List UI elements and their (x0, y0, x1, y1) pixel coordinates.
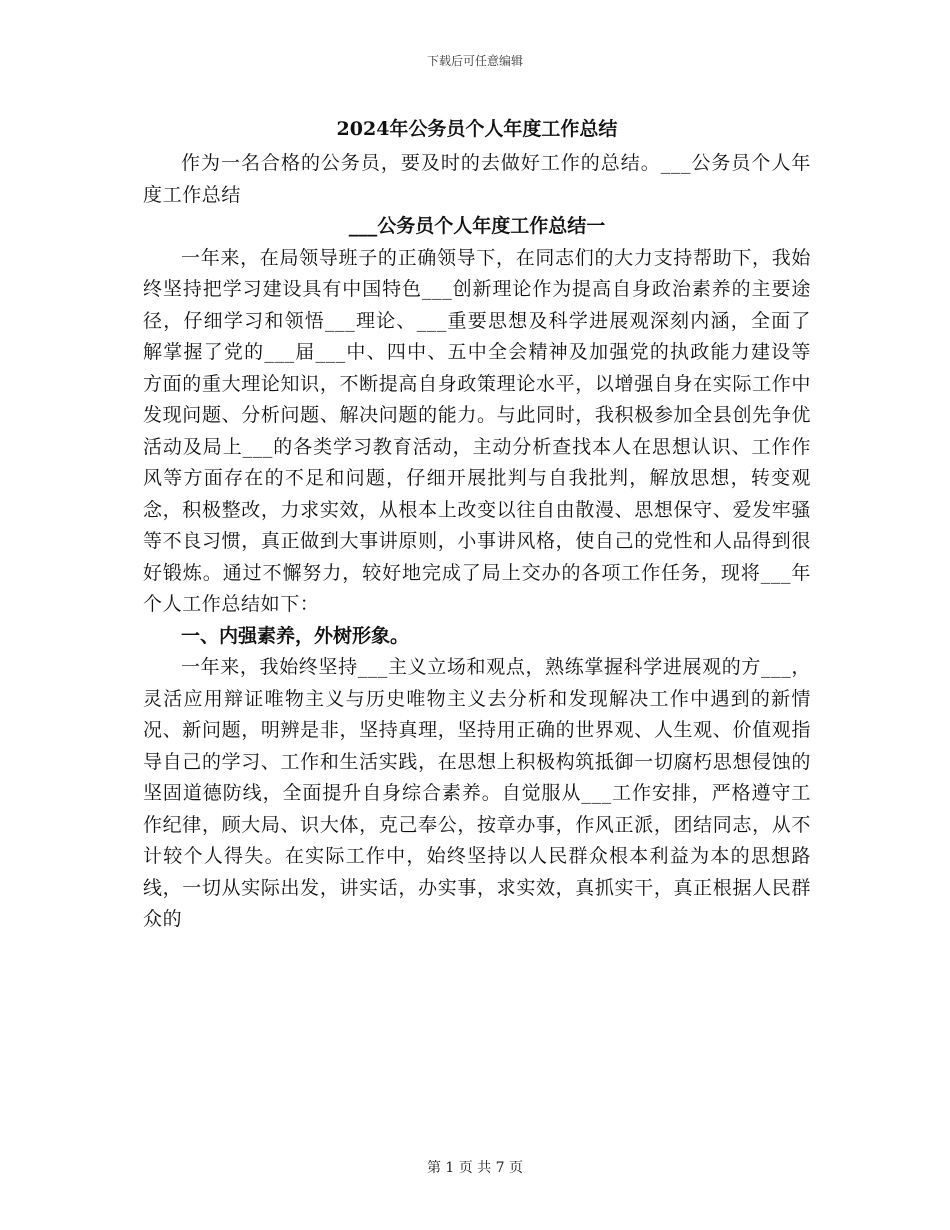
intro-paragraph: 作为一名合格的公务员，要及时的去做好工作的总结。___公务员个人年度工作总结 (143, 152, 811, 206)
page-footer-number: 第 1 页 共 7 页 (426, 1160, 524, 1176)
body-paragraph-1: 一年来，在局领导班子的正确领导下，在同志们的大力支持帮助下，我始终坚持把学习建设具有中国特色___创新理论作为提高自身政治素养的主要途径，仔细学习和领悟___理论、___重要思想及科学进展观深刻内涵，全面了解掌握了党的___届___中、四中、五中全会精神及加强党的执政能力建设等方面的重大理论知识，不断提高自身政策理论水平，以增强自身在实际工作中发现问题、分析问题、解决问题的能力。与此同时，我积极参加全县创先争优活动及局上___的各类学习教育活动，主动分析查找本人在思想认识、工作作风等方面存在的不足和问题，仔细开展批判与自我批判，解放思想，转变观念，积极整改，力求实效，从根本上改变以往自由散漫、思想保守、爱发牢骚等不良习惯，真正做到大事讲原则，小事讲风格，使自己的党性和人品得到很好锻炼。通过不懈努力，较好地完成了局上交办的各项工作任务，现将___年个人工作总结如下： (143, 246, 811, 615)
document-title: 2024年公务员个人年度工作总结 (336, 118, 618, 140)
document-body (143, 110, 811, 936)
section-1-heading: 一、内强素养，外树形象。 (181, 624, 410, 647)
body-paragraph-2: 一年来，我始终坚持___主义立场和观点，熟练掌握科学进展观的方___，灵活应用辩证唯物主义与历史唯物主义去分析和发现解决工作中遇到的新情况、新问题，明辨是非，坚持真理，坚持用正确的世界观、人生观、价值观指导自己的学习、工作和生活实践，在思想上积极构筑抵御一切腐朽思想侵蚀的坚固道德防线，全面提升自身综合素养。自觉服从___工作安排，严格遵守工作纪律，顾大局、识大体，克己奉公，按章办事，作风正派，团结同志，从不计较个人得失。在实际工作中，始终坚持以人民群众根本利益为本的思想路线，一切从实际出发，讲实话，办实事，求实效，真抓实干，真正根据人民群众的 (143, 656, 811, 930)
page-header-note: 下载后可任意编辑 (426, 54, 523, 68)
section-subtitle: ___公务员个人年度工作总结一 (348, 215, 606, 237)
